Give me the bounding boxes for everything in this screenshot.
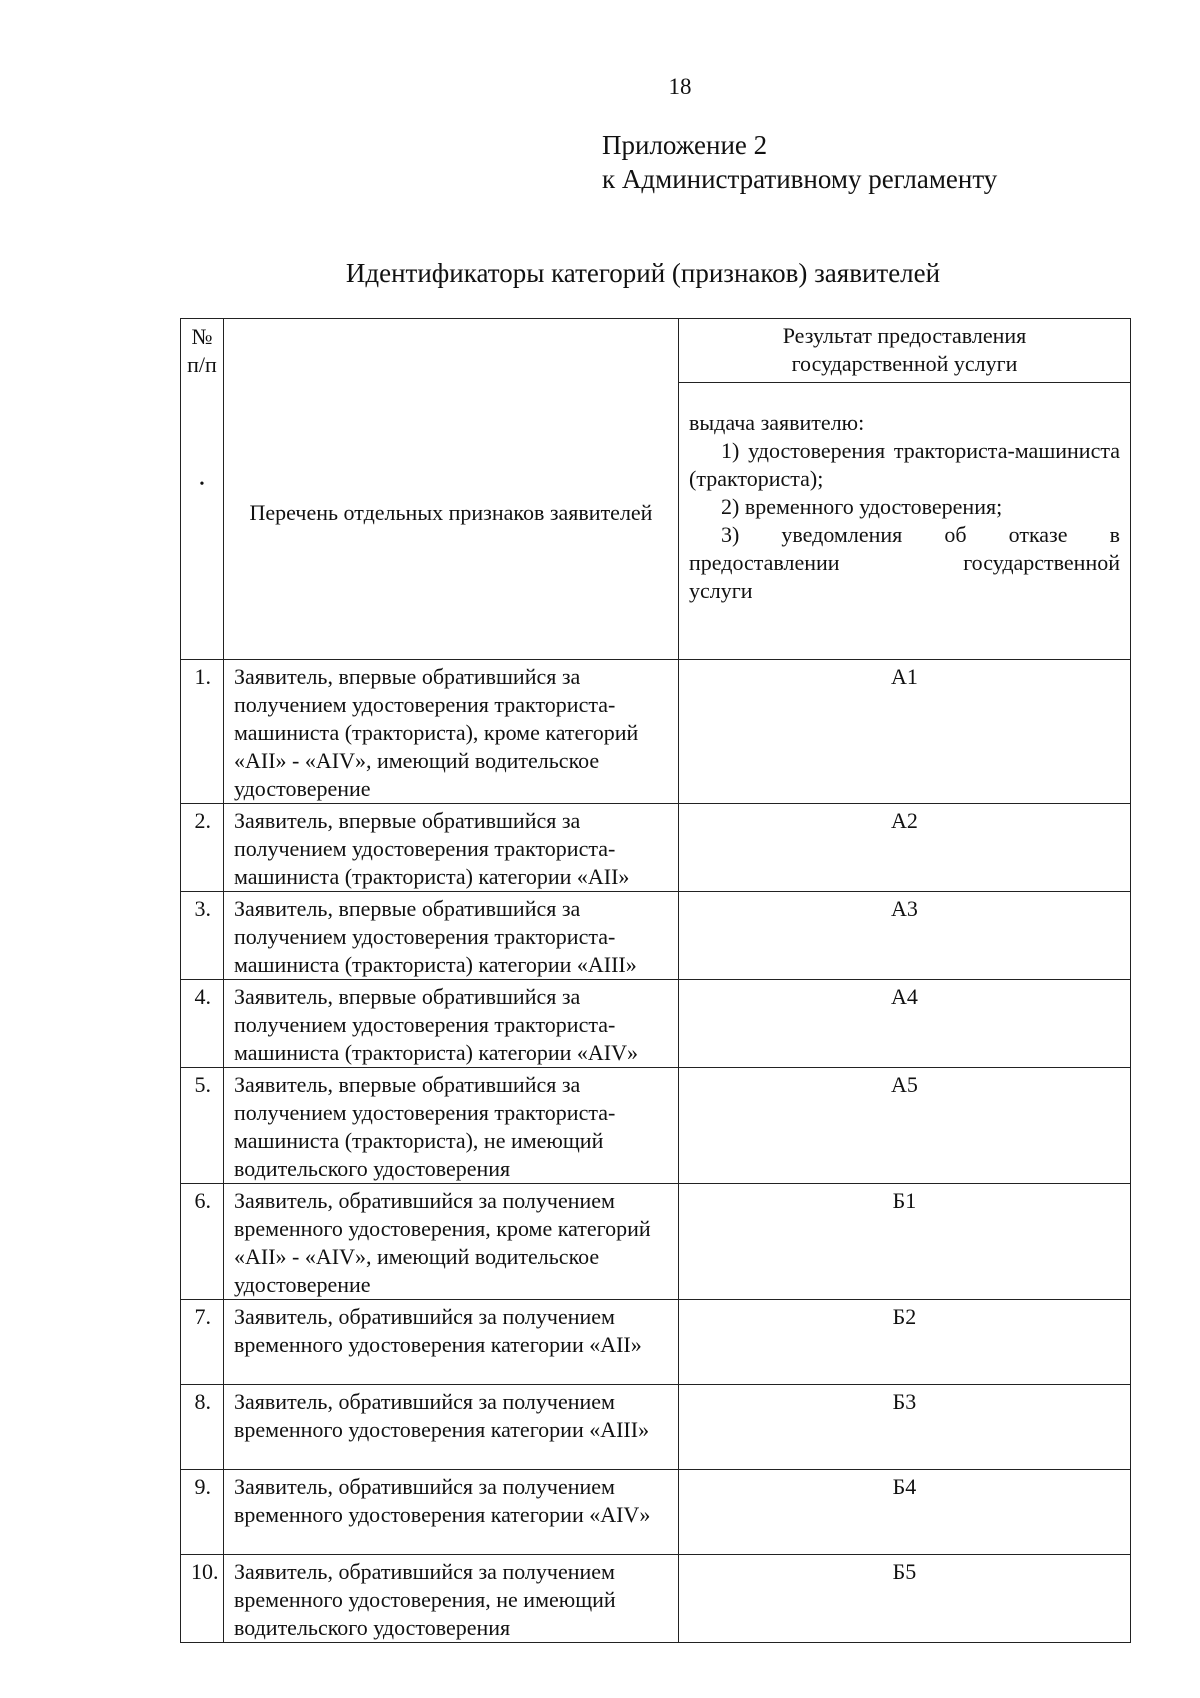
table-row — [181, 804, 1131, 892]
header-result-line-2: государственной услуги — [791, 351, 1018, 376]
row-description: Заявитель, впервые обратившийся за получением удостоверения тракториста-машиниста (тракториста), кроме категорий «AII» - «AIV», имеющий водительское удостоверение — [224, 660, 679, 804]
row-description: Заявитель, обратившийся за получением временного удостоверения, не имеющий водительского удостоверения — [224, 1555, 679, 1643]
header-output-cell — [679, 383, 1131, 660]
identifiers-table — [180, 318, 1131, 1643]
header-result-cell — [679, 319, 1131, 383]
row-number: 5. — [181, 1068, 224, 1184]
document-title: Идентификаторы категорий (признаков) заявителей — [345, 258, 941, 288]
row-code: А1 — [679, 660, 1131, 804]
row-number: 8. — [181, 1385, 224, 1470]
header-number-abbr: п/п — [187, 352, 217, 377]
row-number: 1. — [181, 660, 224, 804]
header-result-line-1: Результат предоставления — [782, 323, 1027, 348]
row-description: Заявитель, впервые обратившийся за получением удостоверения тракториста-машиниста (тракториста) категории «AIV» — [224, 980, 679, 1068]
row-number: 3. — [181, 892, 224, 980]
row-description: Заявитель, обратившийся за получением временного удостоверения категории «AII» — [224, 1300, 679, 1385]
row-code: А2 — [679, 804, 1131, 892]
output-intro: выдача заявителю: — [689, 410, 865, 435]
table-row — [181, 892, 1131, 980]
row-code: Б4 — [679, 1470, 1131, 1555]
output-item-2: 2) временного удостоверения; — [721, 494, 1003, 519]
row-code: Б1 — [679, 1184, 1131, 1300]
table-row — [181, 660, 1131, 804]
row-number: 7. — [181, 1300, 224, 1385]
table-row — [181, 980, 1131, 1068]
row-description: Заявитель, впервые обратившийся за получением удостоверения тракториста-машиниста (тракториста) категории «AII» — [224, 804, 679, 892]
header-number-mark: • — [199, 477, 205, 492]
row-number: 4. — [181, 980, 224, 1068]
row-description: Заявитель, обратившийся за получением временного удостоверения категории «AIV» — [224, 1470, 679, 1555]
row-number: 6. — [181, 1184, 224, 1300]
row-code: Б3 — [679, 1385, 1131, 1470]
header-list-cell: Перечень отдельных признаков заявителей — [224, 319, 679, 660]
output-item-3a: 3) уведомления об отказе в — [721, 522, 1120, 547]
appendix-line-1: Приложение 2 — [602, 130, 768, 160]
table-row — [181, 1300, 1131, 1385]
table-row — [181, 1385, 1131, 1470]
output-item-3c: услуги — [689, 578, 753, 603]
table-row — [181, 1470, 1131, 1555]
appendix-line-2: к Административному регламенту — [602, 164, 998, 194]
row-code: А5 — [679, 1068, 1131, 1184]
row-code: А4 — [679, 980, 1131, 1068]
row-description: Заявитель, впервые обратившийся за получением удостоверения тракториста-машиниста (тракториста) категории «AIII» — [224, 892, 679, 980]
row-description: Заявитель, обратившийся за получением временного удостоверения, кроме категорий «AII» - «AIV», имеющий водительское удостоверение — [224, 1184, 679, 1300]
table-header-row — [181, 319, 1131, 383]
table-row — [181, 1555, 1131, 1643]
output-item-3b: предоставлении государственной — [689, 550, 1120, 575]
row-description: Заявитель, обратившийся за получением временного удостоверения категории «AIII» — [224, 1385, 679, 1470]
row-code: А3 — [679, 892, 1131, 980]
page-number: 18 — [668, 74, 692, 99]
header-number-sign: № — [191, 324, 213, 349]
appendix-note — [602, 128, 997, 196]
table-row — [181, 1068, 1131, 1184]
row-code: Б2 — [679, 1300, 1131, 1385]
row-number: 2. — [181, 804, 224, 892]
output-item-1: 1) удостоверения тракториста-машиниста (тракториста); — [689, 438, 1120, 491]
row-number: 10. — [181, 1555, 224, 1643]
row-code: Б5 — [679, 1555, 1131, 1643]
table-row — [181, 1184, 1131, 1300]
row-number: 9. — [181, 1470, 224, 1555]
header-number-cell — [181, 319, 224, 660]
row-description: Заявитель, впервые обратившийся за получением удостоверения тракториста-машиниста (тракториста), не имеющий водительского удостоверения — [224, 1068, 679, 1184]
